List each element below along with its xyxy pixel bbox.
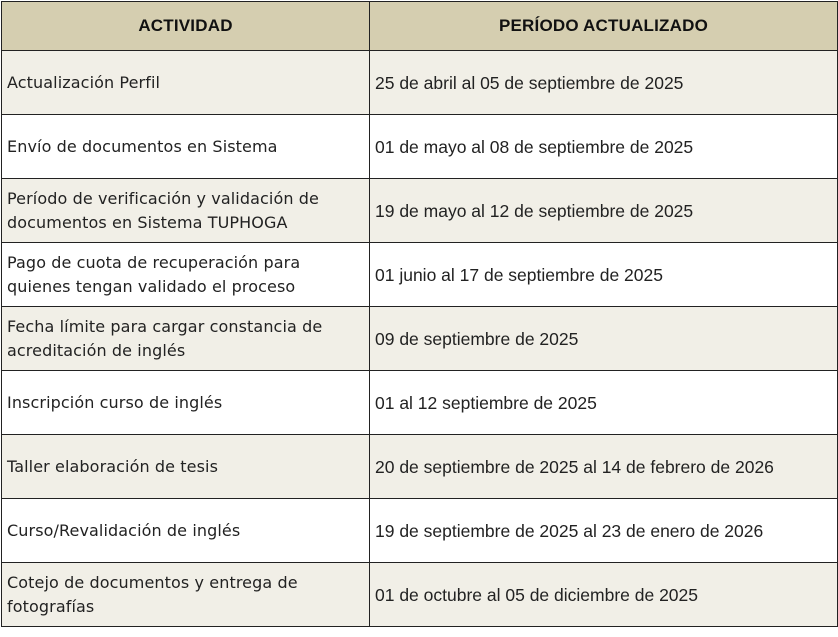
table-row (2, 243, 838, 307)
table-row (2, 51, 838, 115)
actividad-cell: Envío de documentos en Sistema (2, 115, 370, 179)
schedule-table (1, 1, 838, 627)
actividad-cell: Actualización Perfil (2, 51, 370, 115)
periodo-cell: 25 de abril al 05 de septiembre de 2025 (370, 51, 838, 115)
table-row (2, 179, 838, 243)
header-row (2, 2, 838, 51)
periodo-cell: 19 de mayo al 12 de septiembre de 2025 (370, 179, 838, 243)
periodo-cell: 01 de mayo al 08 de septiembre de 2025 (370, 115, 838, 179)
table-row (2, 435, 838, 499)
periodo-cell: 20 de septiembre de 2025 al 14 de febrero de 2026 (370, 435, 838, 499)
table-row (2, 307, 838, 371)
table-row (2, 371, 838, 435)
actividad-cell: Pago de cuota de recuperación para quienes tengan validado el proceso (2, 243, 370, 307)
actividad-cell: Fecha límite para cargar constancia de acreditación de inglés (2, 307, 370, 371)
table-row (2, 563, 838, 627)
table-row (2, 115, 838, 179)
periodo-cell: 09 de septiembre de 2025 (370, 307, 838, 371)
table-body (2, 51, 838, 627)
actividad-cell: Taller elaboración de tesis (2, 435, 370, 499)
actividad-cell: Curso/Revalidación de inglés (2, 499, 370, 563)
actividad-cell: Inscripción curso de inglés (2, 371, 370, 435)
table-header (2, 2, 838, 51)
periodo-cell: 19 de septiembre de 2025 al 23 de enero de 2026 (370, 499, 838, 563)
table-row (2, 499, 838, 563)
header-periodo: PERÍODO ACTUALIZADO (370, 2, 838, 51)
actividad-cell: Período de verificación y validación de documentos en Sistema TUPHOGA (2, 179, 370, 243)
header-actividad: ACTIVIDAD (2, 2, 370, 51)
periodo-cell: 01 al 12 septiembre de 2025 (370, 371, 838, 435)
periodo-cell: 01 junio al 17 de septiembre de 2025 (370, 243, 838, 307)
actividad-cell: Cotejo de documentos y entrega de fotografías (2, 563, 370, 627)
periodo-cell: 01 de octubre al 05 de diciembre de 2025 (370, 563, 838, 627)
